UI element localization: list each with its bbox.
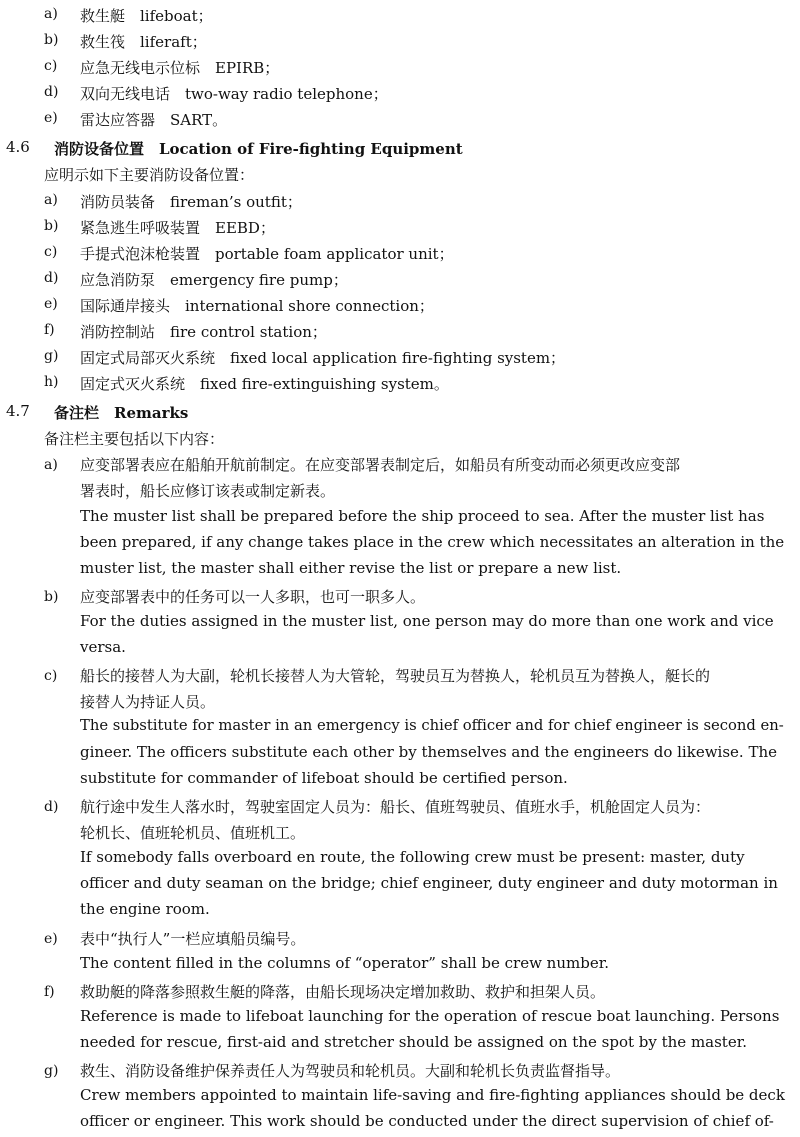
list-item: 消防控制站 fire control station；	[80, 323, 327, 341]
list-marker: g)	[44, 348, 59, 364]
section-title: 备注栏 Remarks	[54, 404, 189, 422]
remark-marker: c)	[44, 668, 58, 684]
remark-marker: d)	[44, 799, 59, 815]
remark-line: 署表时，船长应修订该表或制定新表。	[80, 482, 336, 500]
list-item: 雷达应答器 SART。	[80, 111, 228, 129]
remark-line: The substitute for master in an emergency is chief officer and for chief engineer is second en-	[80, 717, 784, 734]
remark-line: 航行途中发生人落水时，驾驶室固定人员为：船长、值班驾驶员、值班水手，机舱固定人员为：	[80, 798, 711, 816]
remark-line: officer and duty seaman on the bridge; chief engineer, duty engineer and duty motorman in	[80, 874, 778, 892]
remark-line: The content filled in the columns of “operator” shall be crew number.	[80, 954, 609, 972]
remark-marker: a)	[44, 457, 58, 473]
remark-line: substitute for commander of lifeboat should be certified person.	[80, 769, 568, 787]
list-marker: e)	[44, 296, 58, 312]
remark-line: 接替人为持证人员。	[80, 693, 216, 711]
list-marker: c)	[44, 244, 58, 260]
remark-line: officer or engineer. This work should be conducted under the direct supervision of chief of-	[80, 1112, 774, 1130]
list-item: 消防员装备 fireman’s outfit；	[80, 193, 302, 211]
remark-line: muster list, the master shall either revise the list or prepare a new list.	[80, 559, 622, 577]
remark-line: 表中“执行人”一栏应填船员编号。	[80, 930, 306, 948]
list-marker: f)	[44, 322, 55, 338]
section-intro: 应明示如下主要消防设备位置：	[44, 166, 255, 184]
list-item: 固定式灭火系统 fixed fire-extinguishing system。	[80, 375, 449, 393]
remark-line: 轮机长、值班轮机员、值班机工。	[80, 824, 306, 842]
remark-line: needed for rescue, first-aid and stretcher should be assigned on the spot by the master.	[80, 1033, 748, 1051]
remark-line: the engine room.	[80, 900, 210, 918]
remark-line: gineer. The officers substitute each other by themselves and the engineers do likewise. The	[80, 743, 777, 761]
list-marker: h)	[44, 374, 59, 390]
remark-line: 船长的接替人为大副，轮机长接替人为大管轮，驾驶员互为替换人，轮机员互为替换人，艇长的	[80, 667, 711, 685]
list-item: 救生筏 liferaft；	[80, 33, 207, 51]
list-marker: a)	[44, 6, 58, 22]
list-marker: d)	[44, 84, 59, 100]
remark-marker: b)	[44, 589, 59, 605]
section-title: 消防设备位置 Location of Fire-fighting Equipment	[54, 140, 463, 158]
list-marker: d)	[44, 270, 59, 286]
list-marker: e)	[44, 110, 58, 126]
remark-line: been prepared, if any change takes place in the crew which necessitates an alteration in the	[80, 533, 785, 551]
list-item: 手提式泡沫枪装置 portable foam applicator unit；	[80, 245, 454, 263]
remark-line: For the duties assigned in the muster list, one person may do more than one work and vice	[80, 612, 774, 630]
remark-line: Reference is made to lifeboat launching for the operation of rescue boat launching. Persons	[80, 1007, 780, 1025]
remark-line: 救助艇的降落参照救生艇的降落，由船长现场决定增加救助、救护和担架人员。	[80, 983, 606, 1001]
remark-marker: e)	[44, 931, 58, 947]
list-item: 双向无线电话 two-way radio telephone；	[80, 85, 388, 103]
list-item: 紧急逃生呼吸装置 EEBD；	[80, 219, 275, 237]
list-item: 国际通岸接头 international shore connection；	[80, 297, 434, 315]
list-marker: a)	[44, 192, 58, 208]
remark-line: Crew members appointed to maintain life-saving and fire-fighting appliances should be deck	[80, 1086, 785, 1104]
remark-line: 应变部署表应在船舶开航前制定。在应变部署表制定后，如船员有所变动而必须更改应变部	[80, 456, 681, 474]
section-number: 4.7	[6, 402, 30, 420]
list-item: 应急消防泵 emergency fire pump；	[80, 271, 348, 289]
list-marker: c)	[44, 58, 58, 74]
remark-line: 应变部署表中的任务可以一人多职，也可一职多人。	[80, 588, 426, 606]
remark-marker: g)	[44, 1063, 59, 1079]
remark-marker: f)	[44, 984, 55, 1000]
list-item: 救生艇 lifeboat；	[80, 7, 213, 25]
list-marker: b)	[44, 218, 59, 234]
section-intro: 备注栏主要包括以下内容：	[44, 430, 225, 448]
list-marker: b)	[44, 32, 59, 48]
list-item: 固定式局部灭火系统 fixed local application fire-fighting system；	[80, 349, 566, 367]
remark-line: versa.	[80, 638, 126, 656]
remark-line: If somebody falls overboard en route, the following crew must be present: master, duty	[80, 848, 745, 866]
list-item: 应急无线电示位标 EPIRB；	[80, 59, 280, 77]
remark-line: 救生、消防设备维护保养责任人为驾驶员和轮机员。大副和轮机长负责监督指导。	[80, 1062, 621, 1080]
remark-line: The muster list shall be prepared before the ship proceed to sea. After the muster list has	[80, 507, 765, 525]
section-number: 4.6	[6, 138, 30, 156]
